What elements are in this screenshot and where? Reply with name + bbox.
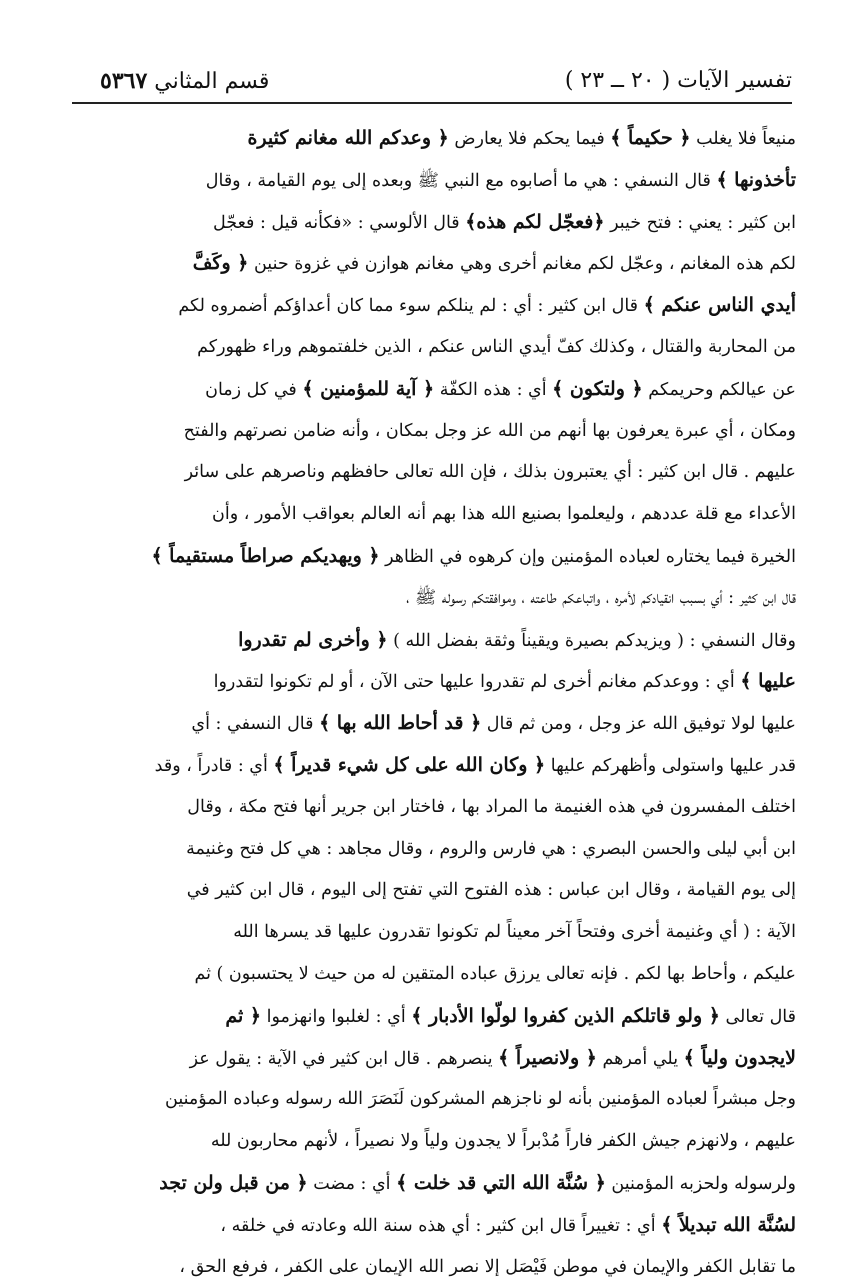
text-line (50, 369, 796, 411)
quran-verse: ﴿ ثم (225, 1004, 262, 1027)
commentary-text: عن عيالكم وحريمكم (642, 379, 796, 400)
text-line (50, 578, 796, 620)
text-line (50, 912, 796, 954)
commentary-text: ابن كثير : يعني : فتح خيبر (604, 212, 796, 233)
commentary-text: عليهم . قال ابن كثير : أي يعتبرون بذلك ، فإن الله تعالى حافظهم وناصرهم على سائر (184, 462, 796, 483)
commentary-text: ما تقابل الكفر والإيمان في موطن فَيْصَل إلا نصر الله الإيمان على الكفر ، فرفع الحق ، (179, 1256, 796, 1277)
text-line (50, 536, 796, 578)
text-line (50, 202, 796, 244)
commentary-text: أي : ووعدكم مغانم أخرى لم تقدروا عليها حتى الآن ، أو لم تكونوا لتقدروا (213, 672, 741, 693)
text-line (50, 954, 796, 996)
commentary-text: قال ابن كثير : أي : لم ينلكم سوء مما كان أعداؤكم أضمروه لكم (178, 296, 644, 317)
commentary-text: قال النسفي : أي (191, 714, 320, 735)
commentary-text: قال النسفي : هي ما أصابوه مع النبي ﷺ وبعده إلى يوم القيامة ، وقال (205, 170, 717, 191)
quran-verse: لسُنَّة الله تبديلاً ﴾ (661, 1213, 796, 1236)
commentary-text: الخيرة فيما يختاره لعباده المؤمنين وإن كرهوه في الظاهر (379, 546, 796, 567)
commentary-text: أي : تغييراً قال ابن كثير : أي هذه سنة الله وعادته في خلقه ، (220, 1215, 662, 1236)
text-line (50, 870, 796, 912)
commentary-text: ولرسوله ولحزبه المؤمنين (605, 1173, 796, 1194)
text-line (50, 1247, 796, 1288)
quran-verse: ﴿ حكيماً ﴾ (610, 127, 691, 149)
commentary-text: قال ابن كثير : أي بسبب انقيادكم لأمره ، واتباعكم طاعته ، وموافقتكم رسوله ﷺ ، (406, 587, 796, 608)
text-line (50, 620, 796, 662)
quran-verse: ﴿ قد أحاط الله بها ﴾ (319, 712, 482, 735)
text-line (50, 829, 796, 871)
quran-verse: ﴿ ويهديكم صراطاً مستقيماً ﴾ (151, 544, 380, 567)
text-line (50, 118, 796, 160)
commentary-text: الآية : ( أي وغنيمة أخرى وفتحاً آخر معيناً لم تكونوا تقدرون عليها قد يسرها الله (233, 922, 796, 943)
header-title: تفسير الآيات ( ٢٠ ــ ٢٣ ) (564, 68, 792, 93)
quran-verse: ﴿ وعدكم الله مغانم كثيرة (247, 127, 449, 149)
quran-verse: تأخذونها ﴾ (716, 168, 796, 191)
quran-verse: ﴿فعجّل لكم هذه﴾ (465, 210, 605, 233)
commentary-text: وجل مبشراً لعباده المؤمنين بأنه لو ناجزهم المشركون لَنَصَرَ الله رسوله وعباده المؤمنين (165, 1089, 796, 1110)
quran-verse: أيدي الناس عنكم ﴾ (643, 294, 796, 317)
commentary-text: فيما يحكم فلا يعارض (448, 129, 611, 149)
text-line (50, 327, 796, 369)
commentary-text: إلى يوم القيامة ، وقال ابن عباس : هذه الفتوح التي تفتح إلى اليوم ، قال ابن كثير في (186, 880, 796, 901)
text-line (50, 1205, 796, 1247)
commentary-text: وقال النسفي : ( ويزيدكم بصيرة ويقيناً وثقة بفضل الله ) (387, 630, 796, 651)
quran-verse: ﴿ ولو قاتلكم الذين كفروا لولّوا الأدبار ﴾ (411, 1004, 720, 1027)
quran-verse: ﴿ وكان الله على كل شيء قديراً ﴾ (273, 753, 546, 776)
quran-verse: ﴿ ولتكون ﴾ (552, 377, 643, 400)
commentary-text: ومكان ، أي عبرة يعرفون بها أنهم من الله عز وجل بمكان ، وأنه ضامن نصرتهم والفتح (183, 420, 796, 441)
text-line (50, 243, 796, 285)
quran-verse: ﴿ سُنَّة الله التي قد خلت ﴾ (396, 1171, 606, 1194)
page-number: ٥٣٦٧ (100, 68, 148, 94)
commentary-text: قال الألوسي : «فكأنه قيل : فعجّل (213, 212, 466, 233)
commentary-text: في كل زمان (205, 379, 303, 400)
commentary-text: ابن أبي ليلى والحسن البصري : هي فارس والروم ، وقال مجاهد : هي كل فتح وغنيمة (186, 838, 796, 859)
text-line (50, 745, 796, 787)
text-line (50, 1038, 796, 1080)
commentary-text: أي : لغلبوا وانهزموا (261, 1006, 412, 1027)
text-line (50, 996, 796, 1038)
text-line (50, 1079, 796, 1121)
text-line (50, 703, 796, 745)
commentary-text: أي : هذه الكفّة (434, 379, 553, 400)
quran-verse: لايجدون ولياً ﴾ (683, 1046, 796, 1069)
text-line (50, 494, 796, 536)
commentary-text: أي : مضت (307, 1173, 397, 1194)
commentary-text: منيعاً فلا يغلب (690, 129, 796, 149)
commentary-text: الأعداء مع قلة عددهم ، وليعلموا بصنيع الله هذا بهم أنه العالم بعواقب الأمور ، وأن (212, 504, 796, 525)
body-text (50, 118, 796, 1288)
quran-verse: ﴿ وكَفَّ (192, 252, 249, 275)
commentary-text: لكم هذه المغانم ، وعجّل لكم مغانم أخرى وهي مغانم هوازن في غزوة حنين (248, 254, 796, 275)
text-line (50, 787, 796, 829)
text-line (50, 1121, 796, 1163)
header-left (72, 68, 269, 94)
commentary-text: عليها لولا توفيق الله عز وجل ، ومن ثم قال (481, 714, 796, 735)
text-line (50, 160, 796, 202)
text-line (50, 285, 796, 327)
quran-verse: ﴿ وأخرى لم تقدروا (238, 628, 388, 651)
commentary-text: من المحاربة والقتال ، وكذلك كفّ أيدي الناس عنكم ، الذين خلفتموهم وراء ظهوركم (197, 336, 796, 357)
commentary-text: قدر عليها واستولى وأظهركم عليها (545, 755, 796, 776)
text-line (50, 661, 796, 703)
quran-verse: ﴿ ولانصيراً ﴾ (498, 1046, 597, 1069)
quran-verse: ﴿ من قبل ولن تجد (159, 1171, 308, 1194)
quran-verse: ﴿ آية للمؤمنين ﴾ (302, 377, 435, 400)
text-line (50, 1163, 796, 1205)
commentary-text: ينصرهم . قال ابن كثير في الآية : يقول عز (189, 1048, 499, 1069)
section-name: قسم المثاني (154, 69, 270, 94)
commentary-text: اختلف المفسرون في هذه الغنيمة ما المراد بها ، فاختار ابن جرير أنها فتح مكة ، وقال (187, 796, 796, 817)
page-header (72, 58, 792, 104)
text-line (50, 452, 796, 494)
commentary-text: يلي أمرهم (596, 1048, 684, 1069)
text-line (50, 411, 796, 453)
commentary-text: قال تعالى (719, 1006, 796, 1027)
commentary-text: عليهم ، ولانهزم جيش الكفر فاراً مُدْبراً لا يجدون ولياً ولا نصيراً ، لأنهم محاربون لله (210, 1131, 796, 1152)
commentary-text: أي : قادراً ، وقد (154, 755, 274, 776)
quran-verse: عليها ﴾ (740, 670, 796, 693)
commentary-text: عليكم ، وأحاط بها لكم . فإنه تعالى يرزق عباده المتقين له من حيث لا يحتسبون ) ثم (194, 963, 796, 984)
